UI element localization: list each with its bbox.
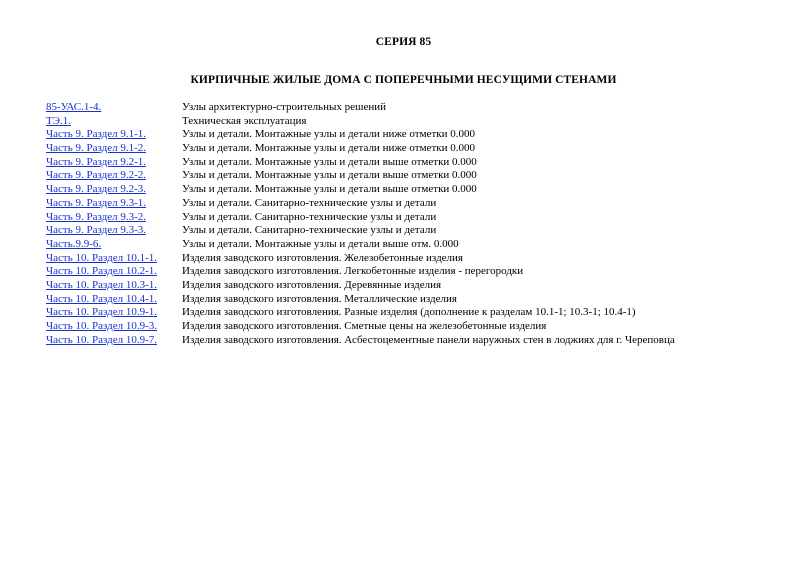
document-row bbox=[46, 115, 766, 129]
document-row bbox=[46, 252, 766, 266]
document-description: Изделия заводского изготовления. Металлические изделия bbox=[182, 292, 457, 305]
document-link[interactable]: Часть 9. Раздел 9.3-3. bbox=[46, 224, 147, 237]
document-description: Узлы и детали. Монтажные узлы и детали выше отметки 0.000 bbox=[182, 169, 477, 182]
document-description: Узлы архитектурно-строительных решений bbox=[182, 101, 386, 113]
document-description: Узлы и детали. Монтажные узлы и детали ниже отметки 0.000 bbox=[182, 142, 475, 155]
document-description: Изделия заводского изготовления. Разные изделия (дополнение к разделам 10.1-1; 10.3-1; 10.4-1) bbox=[182, 306, 636, 319]
document-row bbox=[46, 265, 766, 279]
document-row bbox=[46, 224, 766, 238]
document-description: Узлы и детали. Монтажные узлы и детали выше отметки 0.000 bbox=[182, 155, 477, 168]
document-description: Узлы и детали. Санитарно-технические узлы и детали bbox=[182, 196, 437, 209]
document-row bbox=[46, 142, 766, 156]
document-row bbox=[46, 169, 766, 183]
document-description: Изделия заводского изготовления. Деревянные изделия bbox=[182, 278, 442, 291]
document-row bbox=[46, 211, 766, 225]
document-description: Изделия заводского изготовления. Железобетонные изделия bbox=[182, 251, 463, 264]
document-description: Узлы и детали. Монтажные узлы и детали выше отм. 0.000 bbox=[182, 237, 459, 250]
document-link[interactable]: Часть 9. Раздел 9.3-2. bbox=[46, 210, 147, 223]
document-link[interactable]: Часть 10. Раздел 10.9-1. bbox=[46, 306, 158, 319]
document-link[interactable]: Часть 9. Раздел 9.1-1. bbox=[46, 128, 147, 141]
document-row bbox=[46, 101, 766, 115]
document-link[interactable]: Часть 9. Раздел 9.2-3. bbox=[46, 183, 147, 196]
document-link[interactable]: Часть 9. Раздел 9.1-2. bbox=[46, 142, 147, 155]
document-description: Изделия заводского изготовления. Сметные цены на железобетонные изделия bbox=[182, 320, 547, 332]
document-link[interactable]: Часть 10. Раздел 10.2-1. bbox=[46, 265, 158, 278]
document-list bbox=[46, 101, 766, 347]
document-link[interactable]: 85-УАС.1-4. bbox=[46, 101, 102, 113]
document-description: Изделия заводского изготовления. Легкобетонные изделия - перегородки bbox=[182, 265, 524, 278]
document-description: Изделия заводского изготовления. Асбестоцементные панели наружных стен в лоджиях для г. Череповца bbox=[182, 333, 675, 346]
document-link[interactable]: Часть 9. Раздел 9.3-1. bbox=[46, 196, 147, 209]
document-row bbox=[46, 183, 766, 197]
document-row bbox=[46, 156, 766, 170]
document-link[interactable]: Часть 10. Раздел 10.9-3. bbox=[46, 320, 158, 332]
document-link[interactable]: Часть 9. Раздел 9.2-1. bbox=[46, 155, 147, 168]
document-row bbox=[46, 128, 766, 142]
document-link[interactable]: Часть 10. Раздел 10.4-1. bbox=[46, 292, 158, 305]
document-row bbox=[46, 238, 766, 252]
document-description: Узлы и детали. Монтажные узлы и детали ниже отметки 0.000 bbox=[182, 128, 475, 141]
document-row bbox=[46, 279, 766, 293]
document-row bbox=[46, 197, 766, 211]
document-description: Узлы и детали. Санитарно-технические узлы и детали bbox=[182, 224, 437, 237]
document-description: Узлы и детали. Санитарно-технические узлы и детали bbox=[182, 210, 437, 223]
document-description: Узлы и детали. Монтажные узлы и детали выше отметки 0.000 bbox=[182, 183, 477, 196]
series-title: СЕРИЯ 85 bbox=[375, 36, 432, 48]
document-row bbox=[46, 306, 766, 320]
document-row bbox=[46, 334, 766, 348]
document-description: Техническая эксплуатация bbox=[182, 114, 307, 127]
document-link[interactable]: Часть 10. Раздел 10.3-1. bbox=[46, 278, 158, 291]
page-title: КИРПИЧНЫЕ ЖИЛЫЕ ДОМА С ПОПЕРЕЧНЫМИ НЕСУЩИМИ СТЕНАМИ bbox=[190, 74, 617, 86]
document-link[interactable]: Часть 9. Раздел 9.2-2. bbox=[46, 169, 147, 182]
document-link[interactable]: Часть 10. Раздел 10.1-1. bbox=[46, 251, 158, 264]
document-link[interactable]: Часть 10. Раздел 10.9-7. bbox=[46, 333, 158, 346]
document-row bbox=[46, 293, 766, 307]
document-link[interactable]: Часть.9.9-6. bbox=[46, 237, 102, 250]
document-row bbox=[46, 320, 766, 334]
document-link[interactable]: ТЭ.1. bbox=[46, 114, 71, 127]
